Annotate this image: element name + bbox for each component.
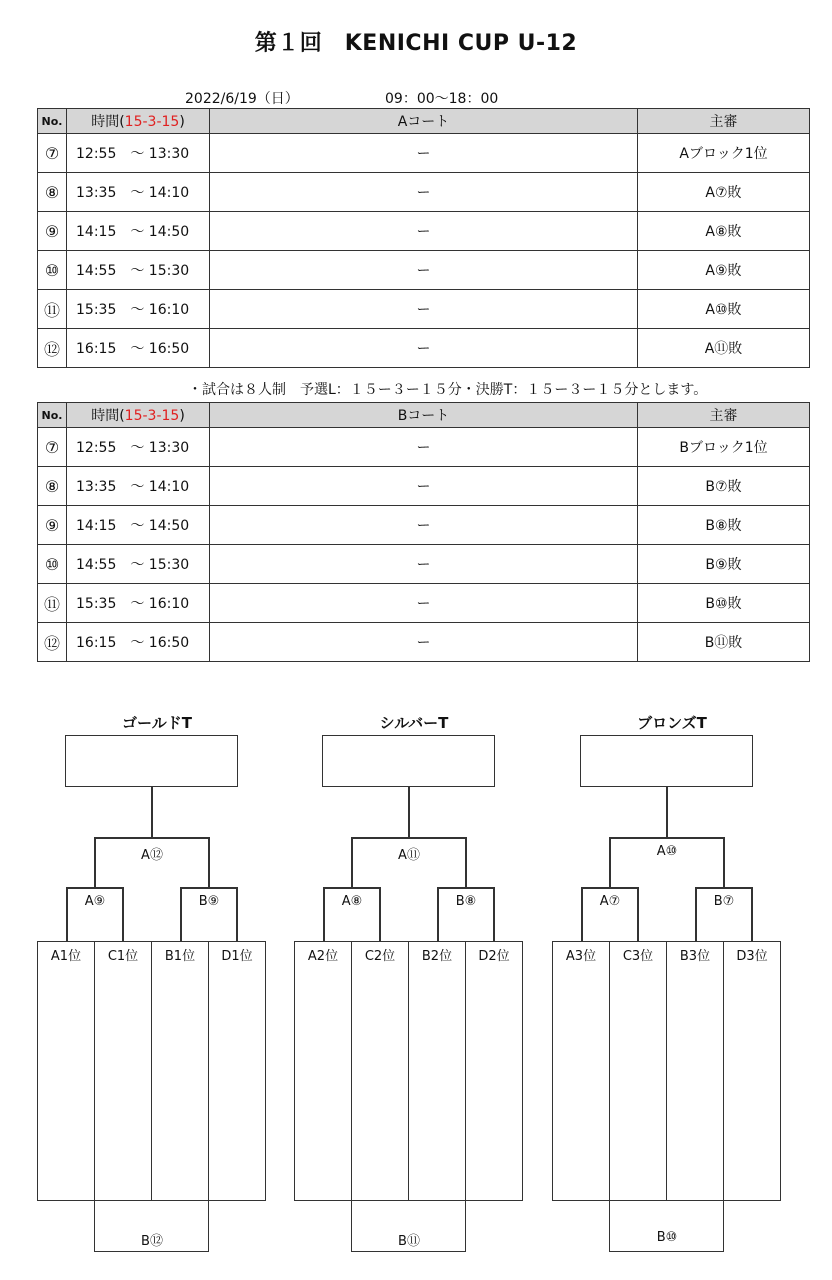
bracket-line — [94, 837, 96, 887]
match-time: 15:35 ～ 16:10 — [67, 290, 210, 329]
match-time: 12:55 ～ 13:30 — [67, 428, 210, 467]
match-teams: ー — [210, 212, 638, 251]
match-referee: Aブロック1位 — [638, 134, 810, 173]
table-row — [38, 212, 810, 251]
match-teams: ー — [210, 329, 638, 368]
semi-right-label: B⑧ — [455, 894, 477, 909]
match-number: ⑦ — [38, 134, 67, 173]
team-slot: B2位 — [408, 941, 466, 1201]
table-row — [38, 329, 810, 368]
match-time: 16:15 ～ 16:50 — [67, 329, 210, 368]
match-teams: ー — [210, 173, 638, 212]
winner-box — [580, 735, 753, 787]
table-header-row — [38, 403, 810, 428]
table-row — [38, 134, 810, 173]
third-place-label: B⑫ — [141, 1234, 163, 1249]
bracket-line — [379, 887, 381, 941]
final-label: A⑪ — [398, 848, 420, 863]
match-referee: B⑨敗 — [638, 545, 810, 584]
bracket-line — [609, 837, 724, 839]
bracket-line — [666, 787, 668, 837]
semi-left-label: A⑨ — [84, 894, 106, 909]
match-number: ⑧ — [38, 467, 67, 506]
match-number: ⑪ — [38, 290, 67, 329]
match-referee: B⑪敗 — [638, 623, 810, 662]
bracket-title: シルバーT — [379, 714, 449, 732]
team-slot: A1位 — [37, 941, 95, 1201]
page-title: 第１回 KENICHI CUP U-12 — [254, 31, 578, 56]
team-slot: C2位 — [351, 941, 409, 1201]
bracket-line — [581, 887, 638, 889]
match-teams: ー — [210, 467, 638, 506]
rules-note: ・試合は８人制 予選L：１５ー３ー１５分・決勝T：１５ー３ー１５分とします。 — [188, 382, 708, 398]
match-teams: ー — [210, 251, 638, 290]
header-referee: 主審 — [638, 403, 810, 428]
team-slot: A2位 — [294, 941, 352, 1201]
table-row — [38, 428, 810, 467]
bracket-gold — [37, 700, 277, 1260]
schedule-table-a — [37, 108, 810, 368]
match-number: ⑦ — [38, 428, 67, 467]
final-label: A⑩ — [656, 844, 678, 859]
match-time: 16:15 ～ 16:50 — [67, 623, 210, 662]
match-referee: A⑧敗 — [638, 212, 810, 251]
match-teams: ー — [210, 428, 638, 467]
bracket-line — [236, 887, 238, 941]
match-number: ⑪ — [38, 584, 67, 623]
semi-left-label: A⑦ — [599, 894, 621, 909]
bracket-line — [66, 887, 123, 889]
team-slot: D3位 — [723, 941, 781, 1201]
table-row — [38, 545, 810, 584]
header-no: No. — [38, 109, 67, 134]
bracket-line — [723, 837, 725, 887]
semi-right-label: B⑨ — [198, 894, 220, 909]
table-row — [38, 251, 810, 290]
header-time-format: 15-3-15 — [124, 114, 180, 130]
header-time — [67, 403, 210, 428]
bracket-line — [437, 887, 494, 889]
table-header-row — [38, 109, 810, 134]
bracket-line — [351, 837, 466, 839]
match-number: ⑨ — [38, 212, 67, 251]
match-teams: ー — [210, 290, 638, 329]
match-number: ⑩ — [38, 251, 67, 290]
match-referee: Bブロック1位 — [638, 428, 810, 467]
match-number: ⑨ — [38, 506, 67, 545]
schedule-table-b — [37, 402, 810, 662]
table-row — [38, 290, 810, 329]
match-time: 14:55 ～ 15:30 — [67, 545, 210, 584]
bracket-bronze — [552, 700, 792, 1260]
bracket-line — [151, 787, 153, 837]
match-referee: A⑦敗 — [638, 173, 810, 212]
match-time: 13:35 ～ 14:10 — [67, 467, 210, 506]
winner-box — [322, 735, 495, 787]
header-court: Bコート — [210, 403, 638, 428]
header-time-label: 時間( — [91, 408, 125, 424]
table-row — [38, 584, 810, 623]
header-no: No. — [38, 403, 67, 428]
table-row — [38, 506, 810, 545]
match-teams: ー — [210, 623, 638, 662]
match-referee: A⑩敗 — [638, 290, 810, 329]
bracket-title: ブロンズT — [637, 714, 707, 732]
semi-left-label: A⑧ — [341, 894, 363, 909]
match-teams: ー — [210, 545, 638, 584]
match-time: 14:55 ～ 15:30 — [67, 251, 210, 290]
match-time: 12:55 ～ 13:30 — [67, 134, 210, 173]
team-slot: C1位 — [94, 941, 152, 1201]
bracket-line — [493, 887, 495, 941]
match-number: ⑫ — [38, 623, 67, 662]
bracket-title: ゴールドT — [122, 714, 192, 732]
bracket-silver — [294, 700, 534, 1260]
event-date: 2022/6/19（日） — [185, 91, 299, 107]
bracket-line — [609, 837, 611, 887]
header-referee: 主審 — [638, 109, 810, 134]
winner-box — [65, 735, 238, 787]
match-referee: B⑩敗 — [638, 584, 810, 623]
team-slot: C3位 — [609, 941, 667, 1201]
header-time-close: ) — [179, 114, 185, 130]
bracket-line — [122, 887, 124, 941]
header-time-label: 時間( — [91, 114, 125, 130]
third-place-label: B⑪ — [398, 1234, 420, 1249]
bracket-line — [208, 837, 210, 887]
team-slot: A3位 — [552, 941, 610, 1201]
bracket-line — [323, 887, 380, 889]
team-slot: B3位 — [666, 941, 724, 1201]
final-label: A⑫ — [141, 848, 163, 863]
match-referee: A⑪敗 — [638, 329, 810, 368]
match-teams: ー — [210, 506, 638, 545]
bracket-line — [751, 887, 753, 941]
match-referee: B⑧敗 — [638, 506, 810, 545]
team-slot: D2位 — [465, 941, 523, 1201]
match-time: 14:15 ～ 14:50 — [67, 212, 210, 251]
header-court: Aコート — [210, 109, 638, 134]
header-time-close: ) — [179, 408, 185, 424]
match-referee: B⑦敗 — [638, 467, 810, 506]
match-teams: ー — [210, 584, 638, 623]
bracket-line — [465, 837, 467, 887]
match-time: 15:35 ～ 16:10 — [67, 584, 210, 623]
bracket-line — [351, 837, 353, 887]
bracket-line — [695, 887, 752, 889]
semi-right-label: B⑦ — [713, 894, 735, 909]
team-slot: B1位 — [151, 941, 209, 1201]
header-time-format: 15-3-15 — [124, 408, 180, 424]
bracket-line — [408, 787, 410, 837]
match-teams: ー — [210, 134, 638, 173]
match-time: 13:35 ～ 14:10 — [67, 173, 210, 212]
match-time: 14:15 ～ 14:50 — [67, 506, 210, 545]
event-hours: 09：00～18：00 — [385, 91, 499, 107]
date-line — [185, 88, 499, 108]
match-number: ⑫ — [38, 329, 67, 368]
third-place-label: B⑩ — [656, 1230, 678, 1245]
match-number: ⑧ — [38, 173, 67, 212]
table-row — [38, 623, 810, 662]
team-slot: D1位 — [208, 941, 266, 1201]
bracket-line — [94, 837, 209, 839]
bracket-line — [637, 887, 639, 941]
bracket-line — [180, 887, 237, 889]
match-number: ⑩ — [38, 545, 67, 584]
match-referee: A⑨敗 — [638, 251, 810, 290]
table-row — [38, 467, 810, 506]
header-time — [67, 109, 210, 134]
table-row — [38, 173, 810, 212]
